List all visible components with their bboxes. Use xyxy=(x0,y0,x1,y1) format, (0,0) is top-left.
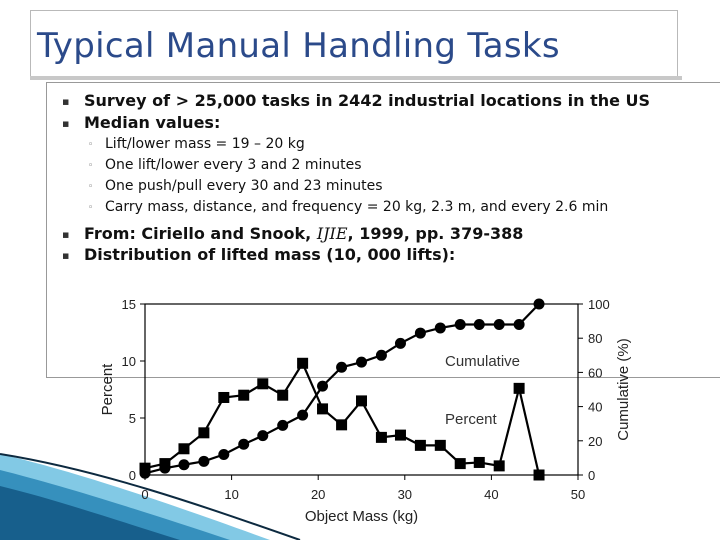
y-tick-label: 15 xyxy=(121,297,136,312)
percent-point xyxy=(178,443,189,454)
source-suffix: , 1999, pp. 379-388 xyxy=(347,224,524,243)
percent-point xyxy=(474,457,485,468)
square-bullet-icon: ▪ xyxy=(62,117,70,130)
y2-tick-label: 20 xyxy=(588,433,603,449)
y2-tick-label: 60 xyxy=(588,365,603,381)
bullet-median-values: Median values: xyxy=(84,113,221,132)
square-bullet-icon: ▪ xyxy=(62,228,70,241)
y2-tick-label: 80 xyxy=(588,331,603,347)
cumulative-point xyxy=(238,439,249,450)
cumulative-point xyxy=(277,420,288,431)
cumulative-point xyxy=(178,459,189,470)
y2-tick-label: 100 xyxy=(588,297,610,312)
x-tick-label: 50 xyxy=(570,487,586,502)
percent-point xyxy=(336,419,347,430)
percent-point xyxy=(218,392,229,403)
bullet-survey: Survey of > 25,000 tasks in 2442 industrial locations in the US xyxy=(84,91,651,110)
y-tick-label: 0 xyxy=(128,468,136,483)
cumulative-point xyxy=(435,322,446,333)
annotation-cumulative: Cumulative xyxy=(445,353,521,370)
cumulative-point xyxy=(494,319,505,330)
plot-frame xyxy=(145,304,578,475)
y-tick-label: 5 xyxy=(128,411,136,426)
percent-point xyxy=(198,427,209,438)
sub-bullet-push-pull: One push/pull every 30 and 23 minutes xyxy=(105,178,383,194)
cumulative-point xyxy=(198,456,209,467)
percent-point xyxy=(376,432,387,443)
percent-point xyxy=(277,390,288,401)
sub-bullet-lift: Lift/lower mass = 19 – 20 kg xyxy=(105,136,305,152)
percent-point xyxy=(238,390,249,401)
circle-bullet-icon: ◦ xyxy=(88,140,94,150)
distribution-text: Distribution of lifted mass (10, 000 lifts): xyxy=(84,245,456,264)
cumulative-point xyxy=(395,338,406,349)
cumulative-point xyxy=(317,381,328,392)
percent-point xyxy=(297,358,308,369)
percent-point xyxy=(435,440,446,451)
cumulative-point xyxy=(297,410,308,421)
cumulative-point xyxy=(336,362,347,373)
cumulative-point xyxy=(455,319,466,330)
x-tick-label: 20 xyxy=(310,487,326,502)
x-tick-label: 0 xyxy=(141,487,149,502)
percent-point xyxy=(494,460,505,471)
cumulative-point xyxy=(376,350,387,361)
percent-point xyxy=(317,403,328,414)
source-journal: IJIE xyxy=(316,224,348,243)
cumulative-point xyxy=(356,357,367,368)
x-tick-label: 40 xyxy=(484,487,499,502)
circle-bullet-icon: ◦ xyxy=(88,203,94,213)
cumulative-point xyxy=(159,463,170,474)
cumulative-point xyxy=(534,299,545,310)
cumulative-point xyxy=(140,468,151,479)
y-axis-label: Percent xyxy=(99,363,116,416)
circle-bullet-icon: ◦ xyxy=(88,182,94,192)
percent-point xyxy=(415,440,426,451)
sub-bullet-frequency: One lift/lower every 3 and 2 minutes xyxy=(105,157,362,173)
cumulative-point xyxy=(257,430,268,441)
cumulative-point xyxy=(474,319,485,330)
cumulative-point xyxy=(514,319,525,330)
cumulative-point xyxy=(218,449,229,460)
sub-bullet-carry: Carry mass, distance, and frequency = 20 kg, 2.3 m, and every 2.6 min xyxy=(105,199,609,215)
y2-tick-label: 0 xyxy=(588,468,596,483)
y2-tick-label: 40 xyxy=(588,399,603,415)
y-tick-label: 10 xyxy=(121,354,136,369)
square-bullet-icon: ▪ xyxy=(62,249,70,262)
x-axis-label: Object Mass (kg) xyxy=(304,508,419,525)
percent-point xyxy=(534,470,545,481)
x-tick-label: 10 xyxy=(224,487,239,502)
slide-title: Typical Manual Handling Tasks xyxy=(37,26,560,66)
source-prefix: From: Ciriello and Snook, xyxy=(84,224,317,243)
percent-point xyxy=(257,378,268,389)
y2-axis-label: Cumulative (%) xyxy=(615,338,632,441)
percent-point xyxy=(455,458,466,469)
percent-point xyxy=(514,383,525,394)
annotation-percent: Percent xyxy=(445,411,497,428)
square-bullet-icon: ▪ xyxy=(62,95,70,108)
circle-bullet-icon: ◦ xyxy=(88,161,94,171)
cumulative-point xyxy=(415,328,426,339)
percent-point xyxy=(395,430,406,441)
percent-point xyxy=(356,395,367,406)
x-tick-label: 30 xyxy=(397,487,413,502)
